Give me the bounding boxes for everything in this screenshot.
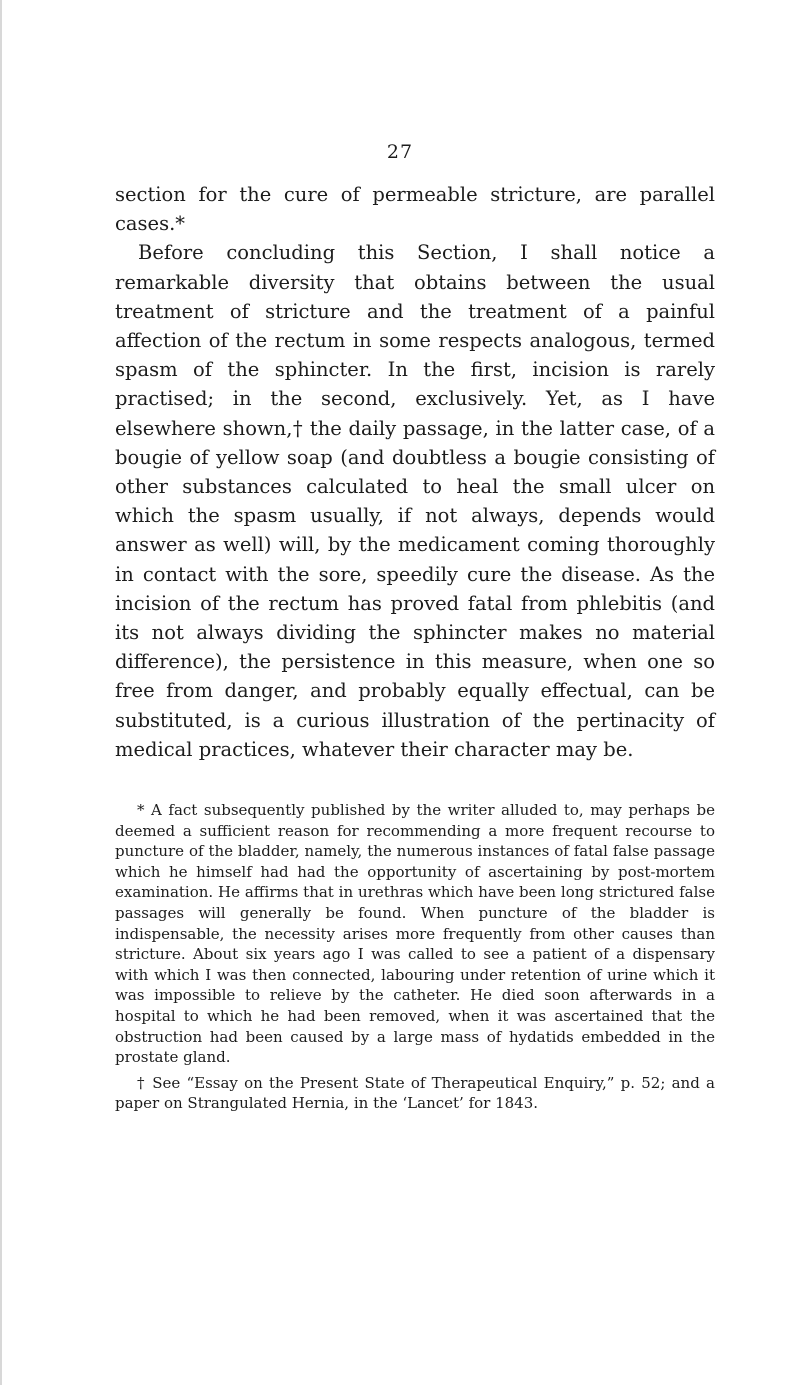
- footnote-asterisk: * A fact subsequently published by the writer alluded to, may perhaps be deemed a sufficient reason for recommending a more frequent recourse to puncture of the bladder, namely, the numerous instances of fatal false passage which he himself had had the opportunity of ascertaining by post-mortem examination. He affirms that in urethras which have been long strictured false passages will generally be found. When puncture of the bladder is indispensable, the necessity arises more frequently from other causes than stricture. About six years ago I was called to see a patient of a dispensary with which I was then connected, labouring under retention of urine which it was impossible to relieve by the catheter. He died soon afterwards in a hospital to which he had been removed, when it was ascertained that the obstruction had been caused by a large mass of hydatids embedded in the prostate gland.: [115, 801, 715, 1067]
- body-text: [115, 180, 715, 764]
- body-paragraph: section for the cure of permeable stricture, are parallel cases.*: [115, 183, 715, 236]
- body-paragraph: Before concluding this Section, I shall notice a remarkable diversity that obtains between the usual treatment of stricture and the treatment of a painful affection of the rectum in some respects analogous, termed spasm of the sphincter. In the first, incision is rarely practised; in the second, exclusively. Yet, as I have elsewhere shown,† the daily passage, in the latter case, of a bougie of yellow soap (and doubtless a bougie consisting of other substances calculated to heal the small ulcer on which the spasm usually, if not always, depends would answer as well) will, by the medicament coming thoroughly in contact with the sore, speedily cure the disease. As the incision of the rectum has proved fatal from phlebitis (and its not always dividing the sphincter makes no material difference), the persistence in this measure, when one so free from danger, and probably equally effectual, can be substituted, is a curious illustration of the pertinacity of medical practices, whatever their character may be.: [115, 241, 715, 761]
- page-number: 27: [386, 141, 414, 163]
- footnote-dagger: † See “Essay on the Present State of Therapeutical Enquiry,” p. 52; and a paper on Strangulated Hernia, in the ‘Lancet’ for 1843.: [115, 1073, 715, 1113]
- page-edge: [0, 0, 2, 1385]
- footnotes: [115, 800, 715, 1114]
